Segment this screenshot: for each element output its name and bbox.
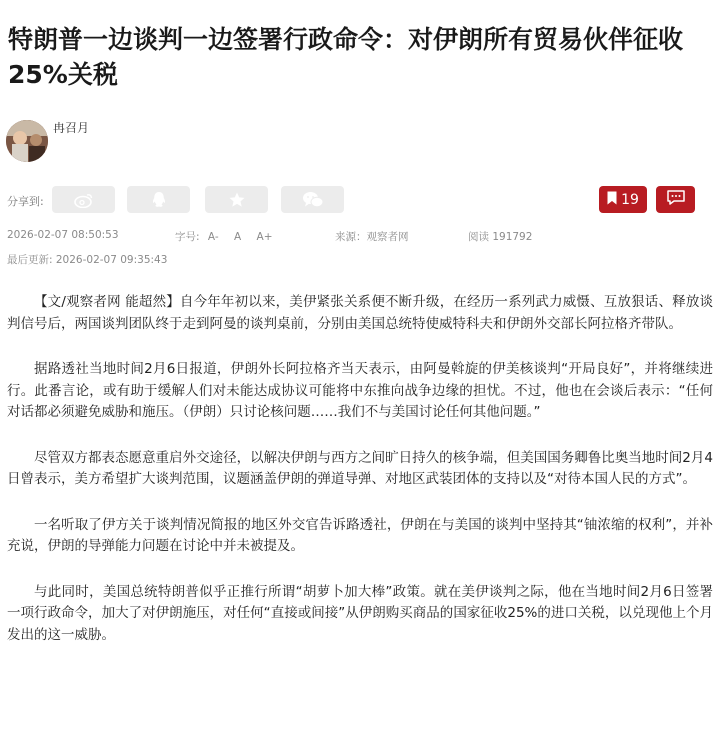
bookmark-icon — [607, 191, 617, 209]
share-wechat-button[interactable] — [281, 186, 344, 213]
font-size-decrease[interactable]: A- — [207, 231, 219, 243]
article-body — [7, 292, 713, 670]
bookmark-count-button[interactable] — [599, 186, 647, 213]
paragraph: 【文/观察者网 能超然】自今年年初以来，美伊紧张关系便不断升级，在经历一系列武力威慑、互放狠话、释放谈判信号后，两国谈判团队终于走到阿曼的谈判桌前，分别由美国总统特使威特科夫和伊朗外交部长阿拉格齐带队。 — [7, 294, 713, 332]
author-avatar[interactable] — [6, 120, 48, 162]
comment-icon — [667, 190, 685, 209]
publish-time: 2026-02-07 08:50:53 — [7, 229, 119, 241]
share-qq-button[interactable] — [127, 186, 190, 213]
font-size-default[interactable]: A — [233, 231, 242, 243]
paragraph: 据路透社当地时间2月6日报道，伊朗外长阿拉格齐当天表示，由阿曼斡旋的伊美核谈判“开局良好”，并将继续进行。此番言论，或有助于缓解人们对未能达成协议可能将中东推向战争边缘的担忧。不过，他也在会谈后表示：“任何对话都必须避免威胁和施压。（伊朗）只讨论核问题……我们不与美国讨论任何其他问题。” — [7, 361, 713, 420]
author-name[interactable]: 冉召月 — [53, 121, 90, 135]
font-size-controls — [175, 229, 273, 244]
paragraph: 与此同时，美国总统特朗普似乎正推行所谓“胡萝卜加大棒”政策。就在美伊谈判之际，他在当地时间2月6日签署一项行政命令，加大了对伊朗施压，对任何“直接或间接”从伊朗购买商品的国家征收25%的进口关税，以兑现他上个月发出的这一威胁。 — [7, 583, 713, 643]
paragraph: 一名听取了伊方关于谈判情况简报的地区外交官告诉路透社，伊朗在与美国的谈判中坚持其“铀浓缩的权利”，并补充说，伊朗的导弹能力问题在讨论中并未被提及。 — [7, 516, 713, 554]
article-source: 来源：观察者网 — [335, 231, 409, 243]
weibo-icon — [74, 192, 94, 208]
view-count: 阅读 191792 — [468, 231, 533, 243]
bookmark-count: 19 — [621, 191, 639, 208]
qq-icon — [151, 191, 167, 209]
font-size-increase[interactable]: A+ — [256, 231, 273, 243]
last-updated: 最后更新: 2026-02-07 09:35:43 — [7, 254, 168, 266]
font-size-label: 字号: — [175, 231, 200, 243]
share-label: 分享到: — [7, 195, 44, 208]
comment-button[interactable] — [656, 186, 695, 213]
article-title: 特朗普一边谈判一边签署行政命令：对伊朗所有贸易伙伴征收25%关税 — [8, 25, 684, 89]
paragraph: 尽管双方都表态愿意重启外交途径，以解决伊朗与西方之间旷日持久的核争端，但美国国务卿鲁比奥当地时间2月4日曾表示，美方希望扩大谈判范围，议题涵盖伊朗的弹道导弹、对地区武装团体的支持以及“对待本国人民的方式”。 — [7, 449, 713, 487]
share-favorite-button[interactable] — [205, 186, 268, 213]
star-icon — [228, 191, 246, 209]
wechat-icon — [302, 191, 324, 209]
share-weibo-button[interactable] — [52, 186, 115, 213]
